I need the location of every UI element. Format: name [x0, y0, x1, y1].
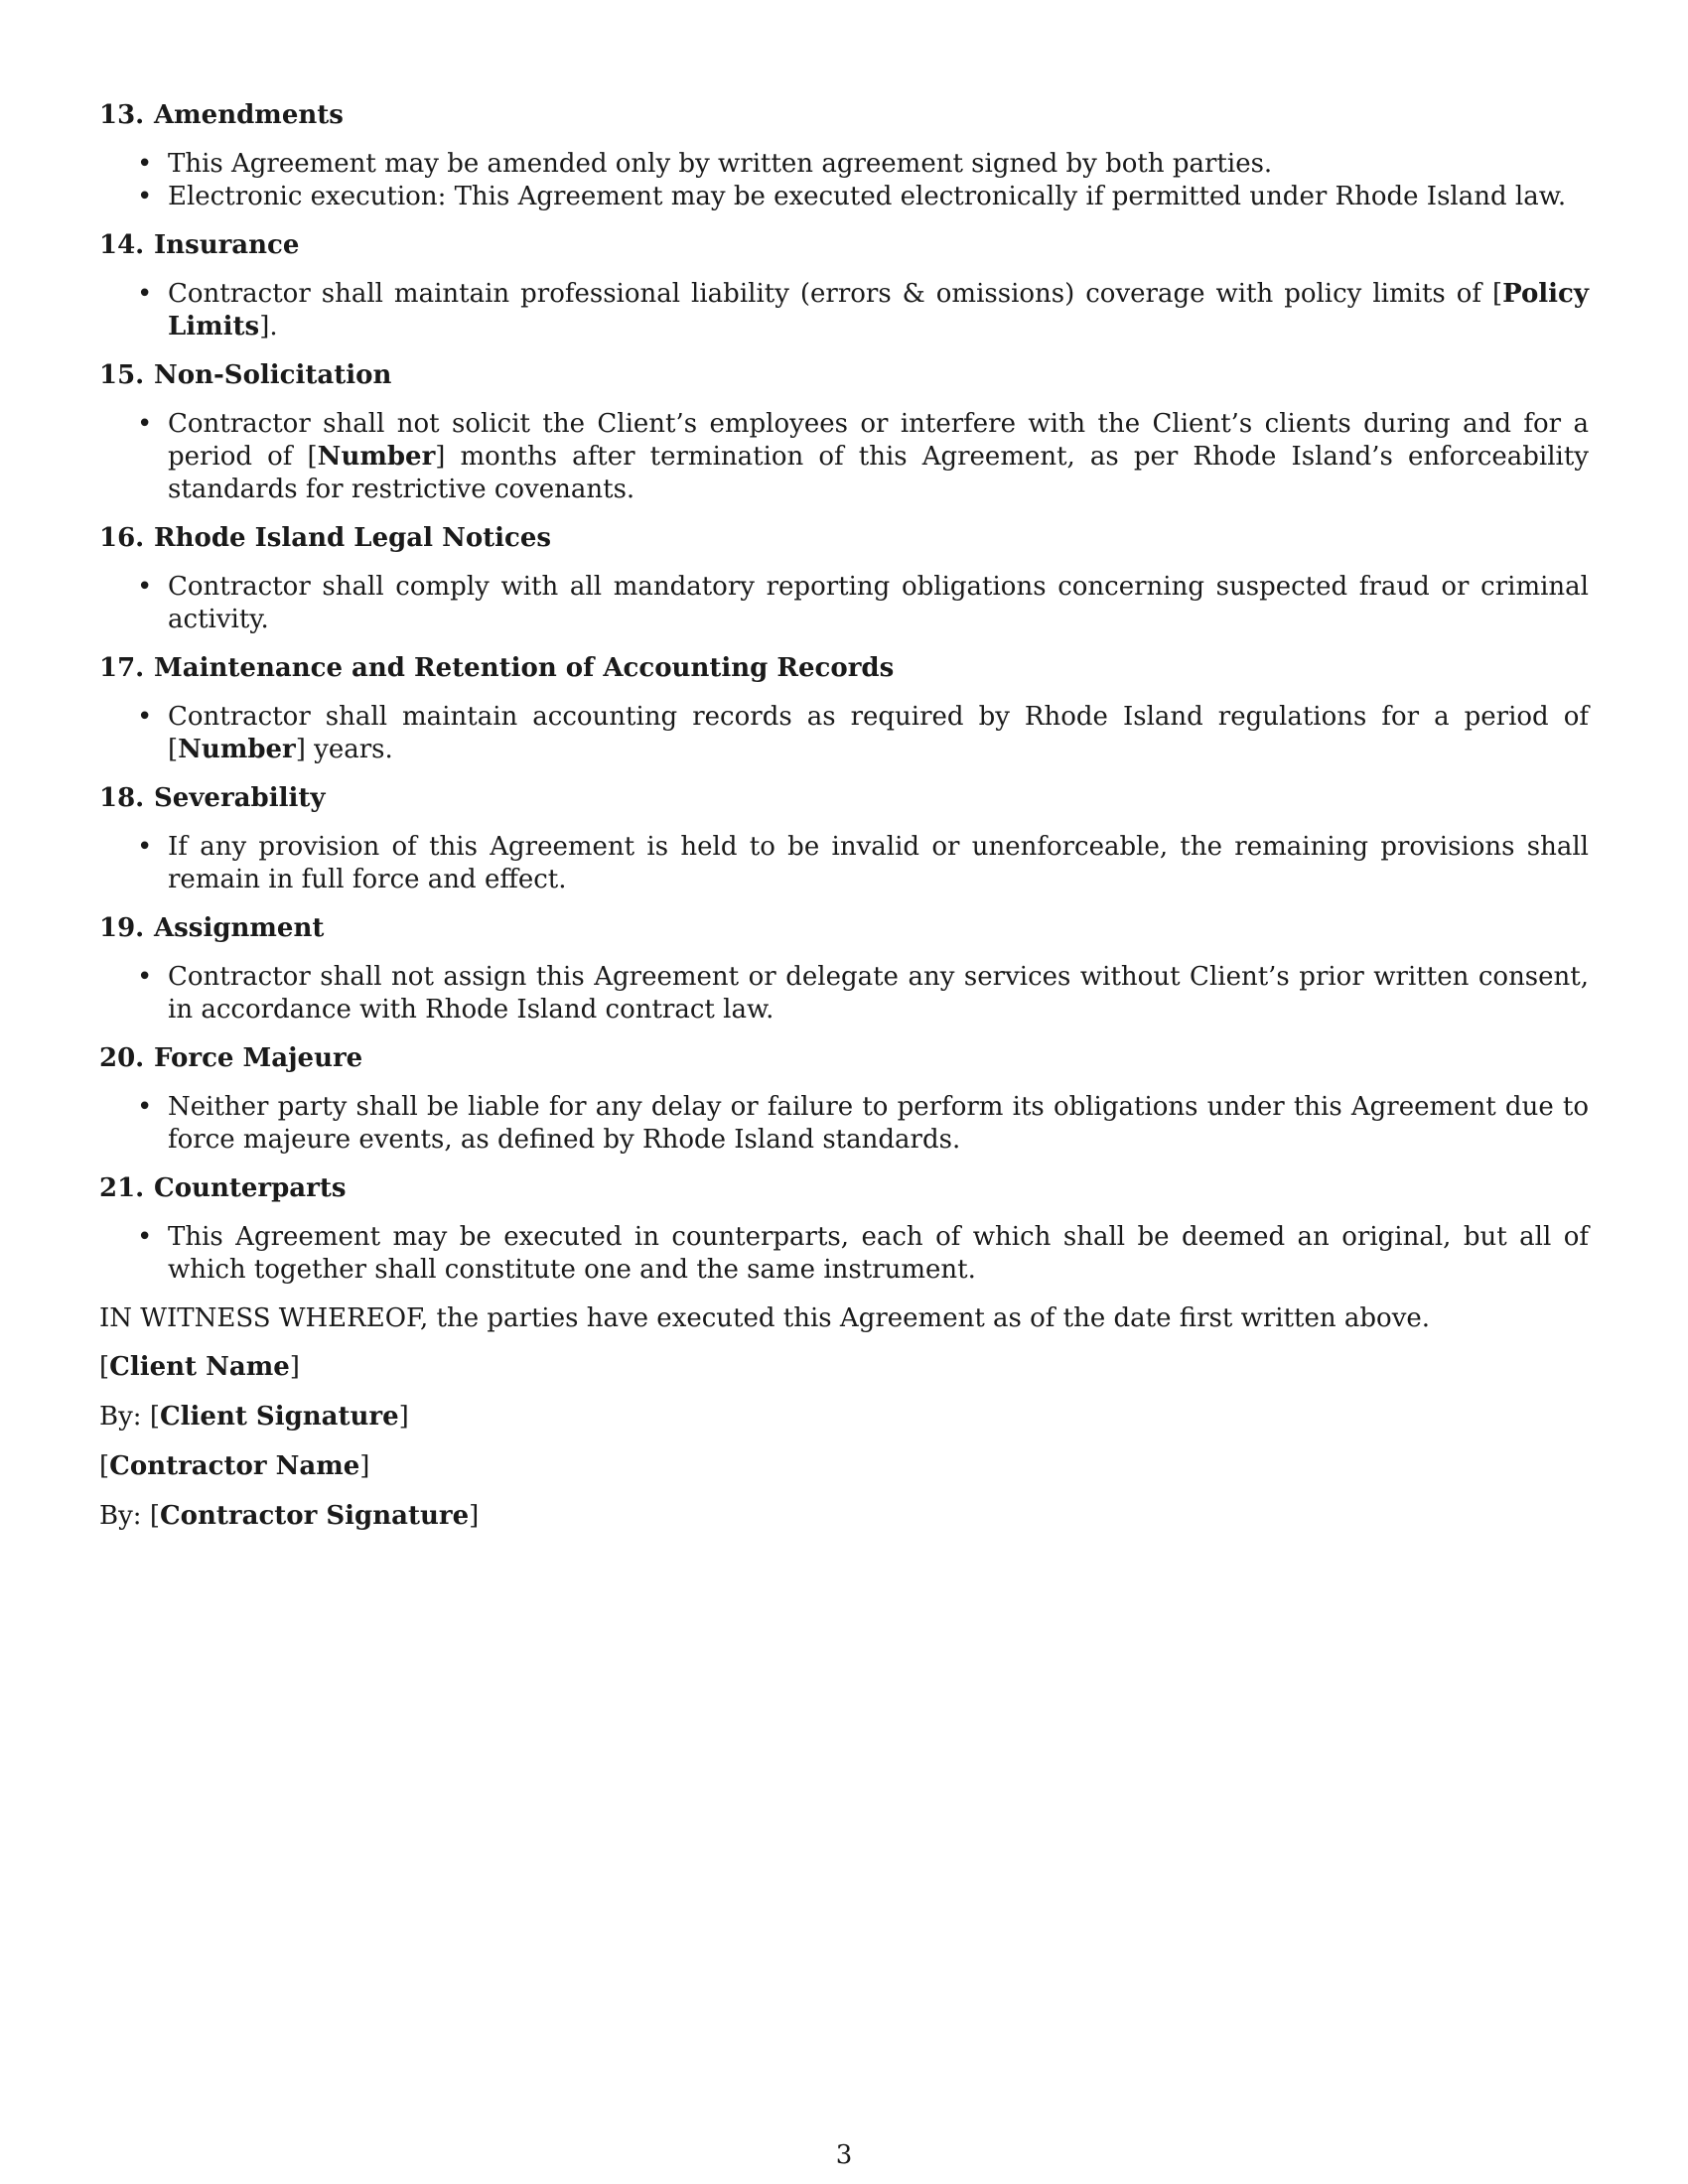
text-run: Neither party shall be liable for any delay or failure to perform its obligations under this Agreement due to force majeure events, as defined by Rhode Island standards.: [168, 1092, 1589, 1155]
bullet-list: [99, 1221, 1589, 1287]
list-item: [99, 181, 1589, 213]
signature-line: [99, 1500, 1589, 1533]
placeholder-text: Client Name: [109, 1352, 290, 1382]
text-run: By: [: [99, 1501, 160, 1531]
signature-line: [99, 1351, 1589, 1384]
section-title: Force Majeure: [154, 1043, 363, 1073]
placeholder-text: Number: [178, 735, 296, 764]
text-run: This Agreement may be amended only by written agreement signed by both parties.: [168, 149, 1273, 179]
list-item: [99, 571, 1589, 636]
list-item: [99, 1091, 1589, 1157]
section-heading: [99, 912, 1589, 945]
section-number: 15.: [99, 360, 145, 390]
list-item: [99, 961, 1589, 1026]
witness-statement: IN WITNESS WHEREOF, the parties have executed this Agreement as of the date first written above.: [99, 1303, 1431, 1333]
text-run: ] years.: [295, 735, 393, 764]
list-item: [99, 148, 1589, 181]
section: [99, 1042, 1589, 1157]
list-item: [99, 831, 1589, 896]
placeholder-text: Number: [317, 442, 436, 472]
text-run: ]: [398, 1402, 409, 1432]
sections-container: [99, 99, 1589, 1287]
list-item: [99, 701, 1589, 766]
section-heading: [99, 652, 1589, 685]
section: [99, 359, 1589, 506]
signature-line: [99, 1450, 1589, 1483]
page-number: 3: [835, 2140, 853, 2170]
text-run: Electronic execution: This Agreement may be executed electronically if permitted under Rhode Island law.: [168, 182, 1567, 211]
bullet-icon: •: [137, 572, 153, 602]
section-heading: [99, 1172, 1589, 1205]
section-number: 20.: [99, 1043, 145, 1073]
placeholder-text: Policy Limits: [168, 279, 1589, 341]
bullet-list: [99, 571, 1589, 636]
bullet-icon: •: [137, 1222, 153, 1252]
section-heading: [99, 1042, 1589, 1075]
section: [99, 229, 1589, 343]
signature-block: [99, 1351, 1589, 1533]
section: [99, 522, 1589, 636]
section-title: Counterparts: [154, 1173, 347, 1203]
placeholder-text: Contractor Signature: [159, 1501, 470, 1531]
bullet-list: [99, 408, 1589, 506]
bullet-icon: •: [137, 409, 153, 439]
section-title: Amendments: [154, 100, 344, 130]
signature-line: [99, 1401, 1589, 1433]
text-run: By: [: [99, 1402, 160, 1432]
text-run: Contractor shall maintain accounting records as required by Rhode Island regulations for a period of [: [168, 702, 1589, 764]
text-run: ] months after termination of this Agreement, as per Rhode Island’s enforceability standards for restrictive covenants.: [168, 442, 1589, 504]
text-run: This Agreement may be executed in counterparts, each of which shall be deemed an original, but all of which together shall constitute one and the same instrument.: [168, 1222, 1589, 1285]
bullet-list: [99, 148, 1589, 213]
text-run: ]: [469, 1501, 480, 1531]
placeholder-text: Contractor Name: [109, 1451, 360, 1481]
bullet-list: [99, 831, 1589, 896]
section: [99, 99, 1589, 213]
bullet-list: [99, 701, 1589, 766]
placeholder-text: Client Signature: [159, 1402, 399, 1432]
text-run: ]: [359, 1451, 370, 1481]
section-title: Insurance: [154, 230, 300, 260]
section-heading: [99, 229, 1589, 262]
bullet-list: [99, 278, 1589, 343]
section: [99, 912, 1589, 1026]
section-number: 17.: [99, 653, 145, 683]
bullet-icon: •: [137, 702, 153, 732]
section-title: Assignment: [154, 913, 325, 943]
section: [99, 782, 1589, 896]
list-item: [99, 278, 1589, 343]
text-run: Contractor shall maintain professional liability (errors & omissions) coverage with policy limits of [: [168, 279, 1503, 309]
text-run: [: [99, 1451, 110, 1481]
section-heading: [99, 782, 1589, 815]
section: [99, 652, 1589, 766]
document-page: [99, 99, 1589, 1550]
section-number: 18.: [99, 783, 145, 813]
text-run: ].: [259, 312, 278, 341]
bullet-list: [99, 961, 1589, 1026]
text-run: Contractor shall not assign this Agreement or delegate any services without Client’s prior written consent, in accordance with Rhode Island contract law.: [168, 962, 1589, 1024]
list-item: [99, 408, 1589, 506]
section-title: Rhode Island Legal Notices: [154, 523, 552, 553]
section-number: 16.: [99, 523, 145, 553]
bullet-icon: •: [137, 832, 153, 862]
section-title: Severability: [154, 783, 326, 813]
section-title: Non-Solicitation: [154, 360, 392, 390]
bullet-icon: •: [137, 149, 153, 179]
text-run: Contractor shall comply with all mandatory reporting obligations concerning suspected fraud or criminal activity.: [168, 572, 1589, 634]
bullet-list: [99, 1091, 1589, 1157]
section-number: 19.: [99, 913, 145, 943]
section-heading: [99, 359, 1589, 392]
section-title: Maintenance and Retention of Accounting Records: [154, 653, 895, 683]
bullet-icon: •: [137, 962, 153, 992]
text-run: Contractor shall not solicit the Client’s employees or interfere with the Client’s clients during and for a period of [: [168, 409, 1589, 472]
text-run: [: [99, 1352, 110, 1382]
section-heading: [99, 522, 1589, 555]
bullet-icon: •: [137, 182, 153, 211]
bullet-icon: •: [137, 1092, 153, 1122]
text-run: ]: [289, 1352, 300, 1382]
section-number: 21.: [99, 1173, 145, 1203]
list-item: [99, 1221, 1589, 1287]
section-number: 14.: [99, 230, 145, 260]
section-heading: [99, 99, 1589, 132]
section: [99, 1172, 1589, 1287]
section-number: 13.: [99, 100, 145, 130]
text-run: If any provision of this Agreement is held to be invalid or unenforceable, the remaining provisions shall remain in full force and effect.: [168, 832, 1589, 894]
bullet-icon: •: [137, 279, 153, 309]
